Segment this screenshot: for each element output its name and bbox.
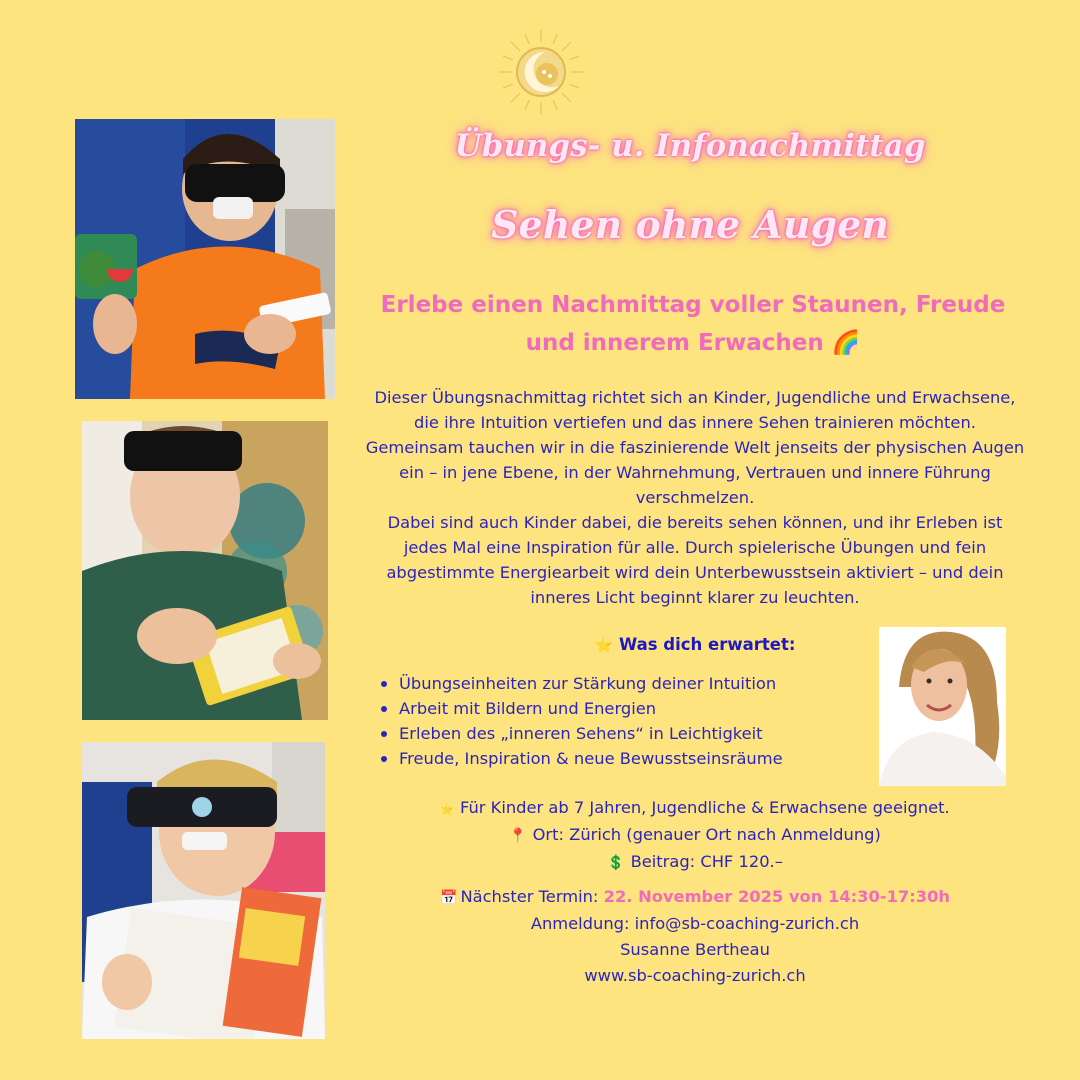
- rainbow-icon: 🌈: [831, 330, 861, 356]
- fee-text: Beitrag: CHF 120.–: [630, 852, 783, 871]
- date-value: 22. November 2025 von 14:30-17:30h: [603, 887, 950, 906]
- sun-moon-logo: [497, 28, 585, 116]
- list-item: Arbeit mit Bildern und Energien: [380, 696, 783, 721]
- event-subtitle-title: Sehen ohne Augen: [491, 202, 889, 247]
- expect-heading-text: Was dich erwartet:: [618, 635, 796, 654]
- dollar-icon: 💲: [607, 855, 625, 871]
- photo-boy-reading-book: [82, 421, 328, 720]
- date-line: [364, 884, 1026, 911]
- audience-line: [364, 795, 1026, 822]
- list-item: Übungseinheiten zur Stärkung deiner Intuition: [380, 671, 783, 696]
- list-item: Erleben des „inneren Sehens“ in Leichtigkeit: [380, 721, 783, 746]
- location-pin-icon: 📍: [509, 828, 527, 844]
- location-line: [364, 822, 1026, 849]
- photo-boy-orange-shirt: [75, 119, 335, 399]
- audience-text: Für Kinder ab 7 Jahren, Jugendliche & Erwachsene geeignet.: [459, 798, 950, 817]
- location-text: Ort: Zürich (genauer Ort nach Anmeldung): [532, 825, 881, 844]
- list-item: Freude, Inspiration & neue Bewusstseinsräume: [380, 746, 783, 771]
- event-details: [364, 795, 1026, 876]
- contact-block: [364, 884, 1026, 989]
- website-link[interactable]: www.sb-coaching-zurich.ch: [584, 966, 806, 985]
- tagline: [368, 286, 1018, 362]
- event-title: Übungs- u. Infonachmittag: [454, 128, 926, 164]
- expect-heading: [560, 635, 830, 654]
- fee-line: [364, 849, 1026, 876]
- contact-name: Susanne Bertheau: [620, 940, 770, 959]
- star-icon: ⭐: [594, 636, 614, 654]
- portrait-photo: [879, 627, 1006, 786]
- description-paragraph-1: Dieser Übungsnachmittag richtet sich an Kinder, Jugendliche und Erwachsene, die ihre Intuition vertiefen und das innere Sehen trainieren möchten. Gemeinsam tauchen wir in die faszinierende Welt jenseits der physischen Augen ein – in jene Ebene, in der Wahrnehmung, Vertrauen und innere Führung verschmelzen.: [365, 388, 1025, 507]
- date-label: Nächster Termin:: [460, 887, 599, 906]
- star-icon: ⭐: [440, 803, 454, 816]
- tagline-text: Erlebe einen Nachmittag voller Staunen, Freude und innerem Erwachen: [380, 292, 1006, 356]
- description-paragraph-2: Dabei sind auch Kinder dabei, die bereits sehen können, und ihr Erleben ist jedes Mal eine Inspiration für alle. Durch spielerische Übungen und fein abgestimmte Energiearbeit wird dein Unterbewusstsein aktiviert – und dein inneres Licht beginnt klarer zu leuchten.: [386, 513, 1004, 607]
- calendar-icon: 📅: [440, 890, 458, 906]
- expect-list: [380, 671, 783, 771]
- photo-boy-reading-comic: [82, 742, 325, 1039]
- registration-email[interactable]: Anmeldung: info@sb-coaching-zurich.ch: [530, 914, 860, 933]
- description: [364, 385, 1026, 610]
